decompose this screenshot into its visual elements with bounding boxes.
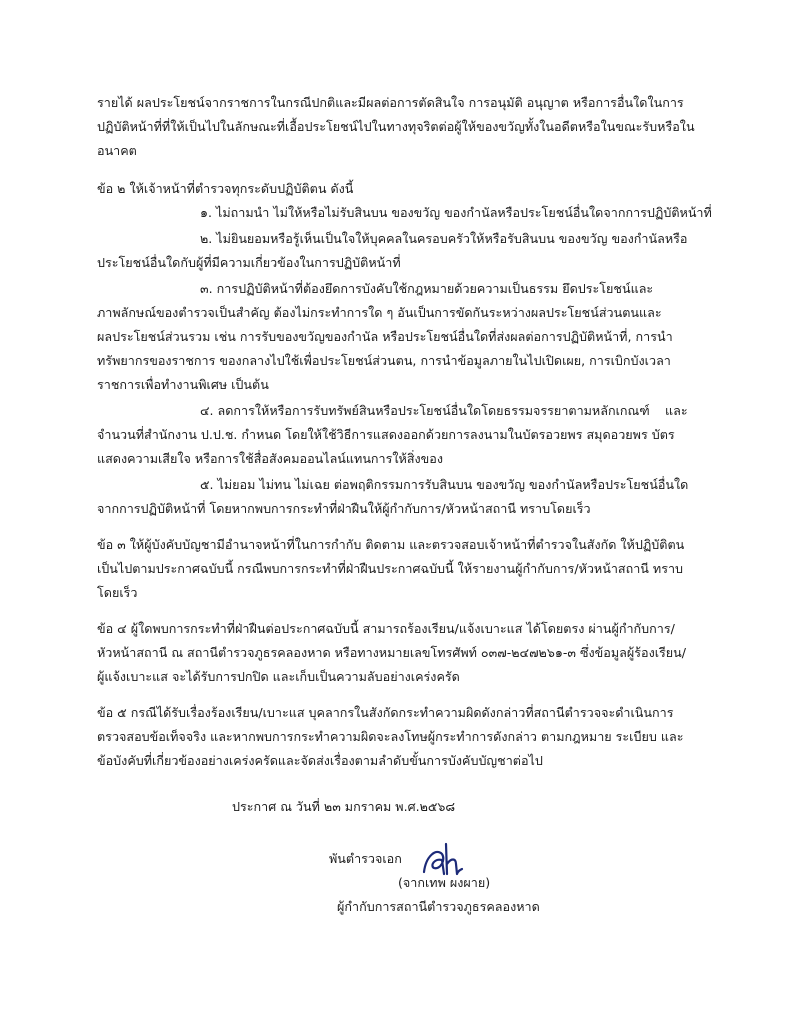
- clause-5-line: ข้อ ๕ กรณีได้รับเรื่องร้องเรียน/เบาะแส บุคลากรในสังกัดกระทำความผิดดังกล่าวที่สถานีตำรวจจะดำเนินการ: [97, 705, 674, 720]
- text-line: จากการปฏิบัติหน้าที่ โดยหากพบการกระทำที่ฝ่าฝืนให้ผู้กำกับการ/หัวหน้าสถานี ทราบโดยเร็ว: [97, 501, 591, 516]
- text-line: ภาพลักษณ์ของตำรวจเป็นสำคัญ ต้องไม่กระทำการใด ๆ อันเป็นการขัดกันระหว่างผลประโยชน์ส่วนตนและ: [97, 305, 662, 320]
- text-line: โดยเร็ว: [97, 585, 138, 600]
- text-line: จำนวนที่สำนักงาน ป.ป.ช. กำหนด โดยให้ใช้วิธีการแสดงออกด้วยการลงนามในบัตรอวยพร สมุดอวยพร บัตร: [97, 427, 675, 442]
- text-line: ปฏิบัติหน้าที่ที่ให้เป็นไปในลักษณะที่เอื้อประโยชน์ไปในทางทุจริตต่อผู้ให้ของขวัญทั้งในอดีตหรือในขณะรับหรือใน: [97, 119, 695, 134]
- text-line: เป็นไปตามประกาศฉบับนี้ กรณีพบการกระทำที่ฝ่าฝืนประกาศฉบับนี้ ให้รายงานผู้กำกับการ/หัวหน้าสถานี ทราบ: [97, 561, 684, 576]
- text-line: ทรัพยากรของราชการ ของกลางไปใช้เพื่อประโยชน์ส่วนตน, การนำข้อมูลภายในไปเปิดเผย, การเบิกบังเวลา: [97, 353, 671, 368]
- text-line: ประโยชน์อื่นใดกับผู้ที่มีความเกี่ยวข้องในการปฏิบัติหน้าที่: [97, 255, 401, 270]
- text-line: หัวหน้าสถานี ณ สถานีตำรวจภูธรคลองหาด หรือทางหมายเลขโทรศัพท์ ๐๓๗-๒๔๗๒๖๑-๓ ซึ่งข้อมูลผู้ร้องเรียน/: [97, 645, 687, 660]
- text-line: รายได้ ผลประโยชน์จากราชการในกรณีปกติและมีผลต่อการตัดสินใจ การอนุมัติ อนุญาต หรือการอื่นใดในการ: [97, 95, 684, 110]
- text-line: อนาคต: [97, 143, 137, 158]
- text-line: ๑. ไม่ถามนำ ไม่ให้หรือไม่รับสินบน ของขวัญ ของกำนัลหรือประโยชน์อื่นใดจากการปฏิบัติหน้าที่: [200, 205, 712, 220]
- text-line: และ: [665, 403, 688, 418]
- signer-rank: พันตำรวจเอก: [329, 851, 402, 866]
- text-line: ผู้แจ้งเบาะแส จะได้รับการปกปิด และเก็บเป็นความลับอย่างเคร่งครัด: [97, 669, 460, 684]
- text-line: แสดงความเสียใจ หรือการใช้สื่อสังคมออนไลน์แทนการให้สิ่งของ: [97, 451, 443, 466]
- text-line: ๔. ลดการให้หรือการรับทรัพย์สินหรือประโยชน์อื่นใดโดยธรรมจรรยาตามหลักเกณฑ์: [200, 403, 650, 418]
- clause-3-line: ข้อ ๓ ให้ผู้บังคับบัญชามีอำนาจหน้าที่ในการกำกับ ติดตาม และตรวจสอบเจ้าหน้าที่ตำรวจในสังกัด ให้ปฏิบัติตน: [97, 537, 685, 552]
- text-line: ๕. ไม่ยอม ไม่ทน ไม่เฉย ต่อพฤติกรรมการรับสินบน ของขวัญ ของกำนัลหรือประโยชน์อื่นใด: [200, 477, 689, 492]
- clause-4-line: ข้อ ๔ ผู้ใดพบการกระทำที่ฝ่าฝืนต่อประกาศฉบับนี้ สามารถร้องเรียน/แจ้งเบาะแส ได้โดยตรง ผ่านผู้กำกับการ/: [97, 621, 675, 636]
- signer-position: ผู้กำกับการสถานีตำรวจภูธรคลองหาด: [337, 899, 540, 914]
- text-line: ๒. ไม่ยินยอมหรือรู้เห็นเป็นใจให้บุคคลในครอบครัวให้หรือรับสินบน ของขวัญ ของกำนัลหรือ: [200, 231, 688, 246]
- text-line: ตรวจสอบข้อเท็จจริง และหากพบการกระทำความผิดจะลงโทษผู้กระทำการดังกล่าว ตามกฎหมาย ระเบียบ และ: [97, 729, 684, 744]
- text-line: ๓. การปฏิบัติหน้าที่ต้องยึดการบังคับใช้กฎหมายด้วยความเป็นธรรม ยึดประโยชน์และ: [200, 281, 654, 296]
- text-line: ข้อบังคับที่เกี่ยวข้องอย่างเคร่งครัดและจัดส่งเรื่องตามลำดับขั้นการบังคับบัญชาต่อไป: [97, 753, 543, 768]
- announcement-date: ประกาศ ณ วันที่ ๒๓ มกราคม พ.ศ.๒๕๖๘: [232, 799, 456, 814]
- clause-2-heading: ข้อ ๒ ให้เจ้าหน้าที่ตำรวจทุกระดับปฏิบัติตน ดังนี้: [97, 181, 354, 196]
- text-line: ผลประโยชน์ส่วนรวม เช่น การรับของขวัญของกำนัล หรือประโยชน์อื่นใดที่ส่งผลต่อการปฏิบัติหน้าที่, การนำ: [97, 329, 673, 344]
- signer-name: (จากเทพ ผงผาย): [398, 875, 491, 890]
- text-line: ราชการเพื่อทำงานพิเศษ เป็นต้น: [97, 377, 269, 392]
